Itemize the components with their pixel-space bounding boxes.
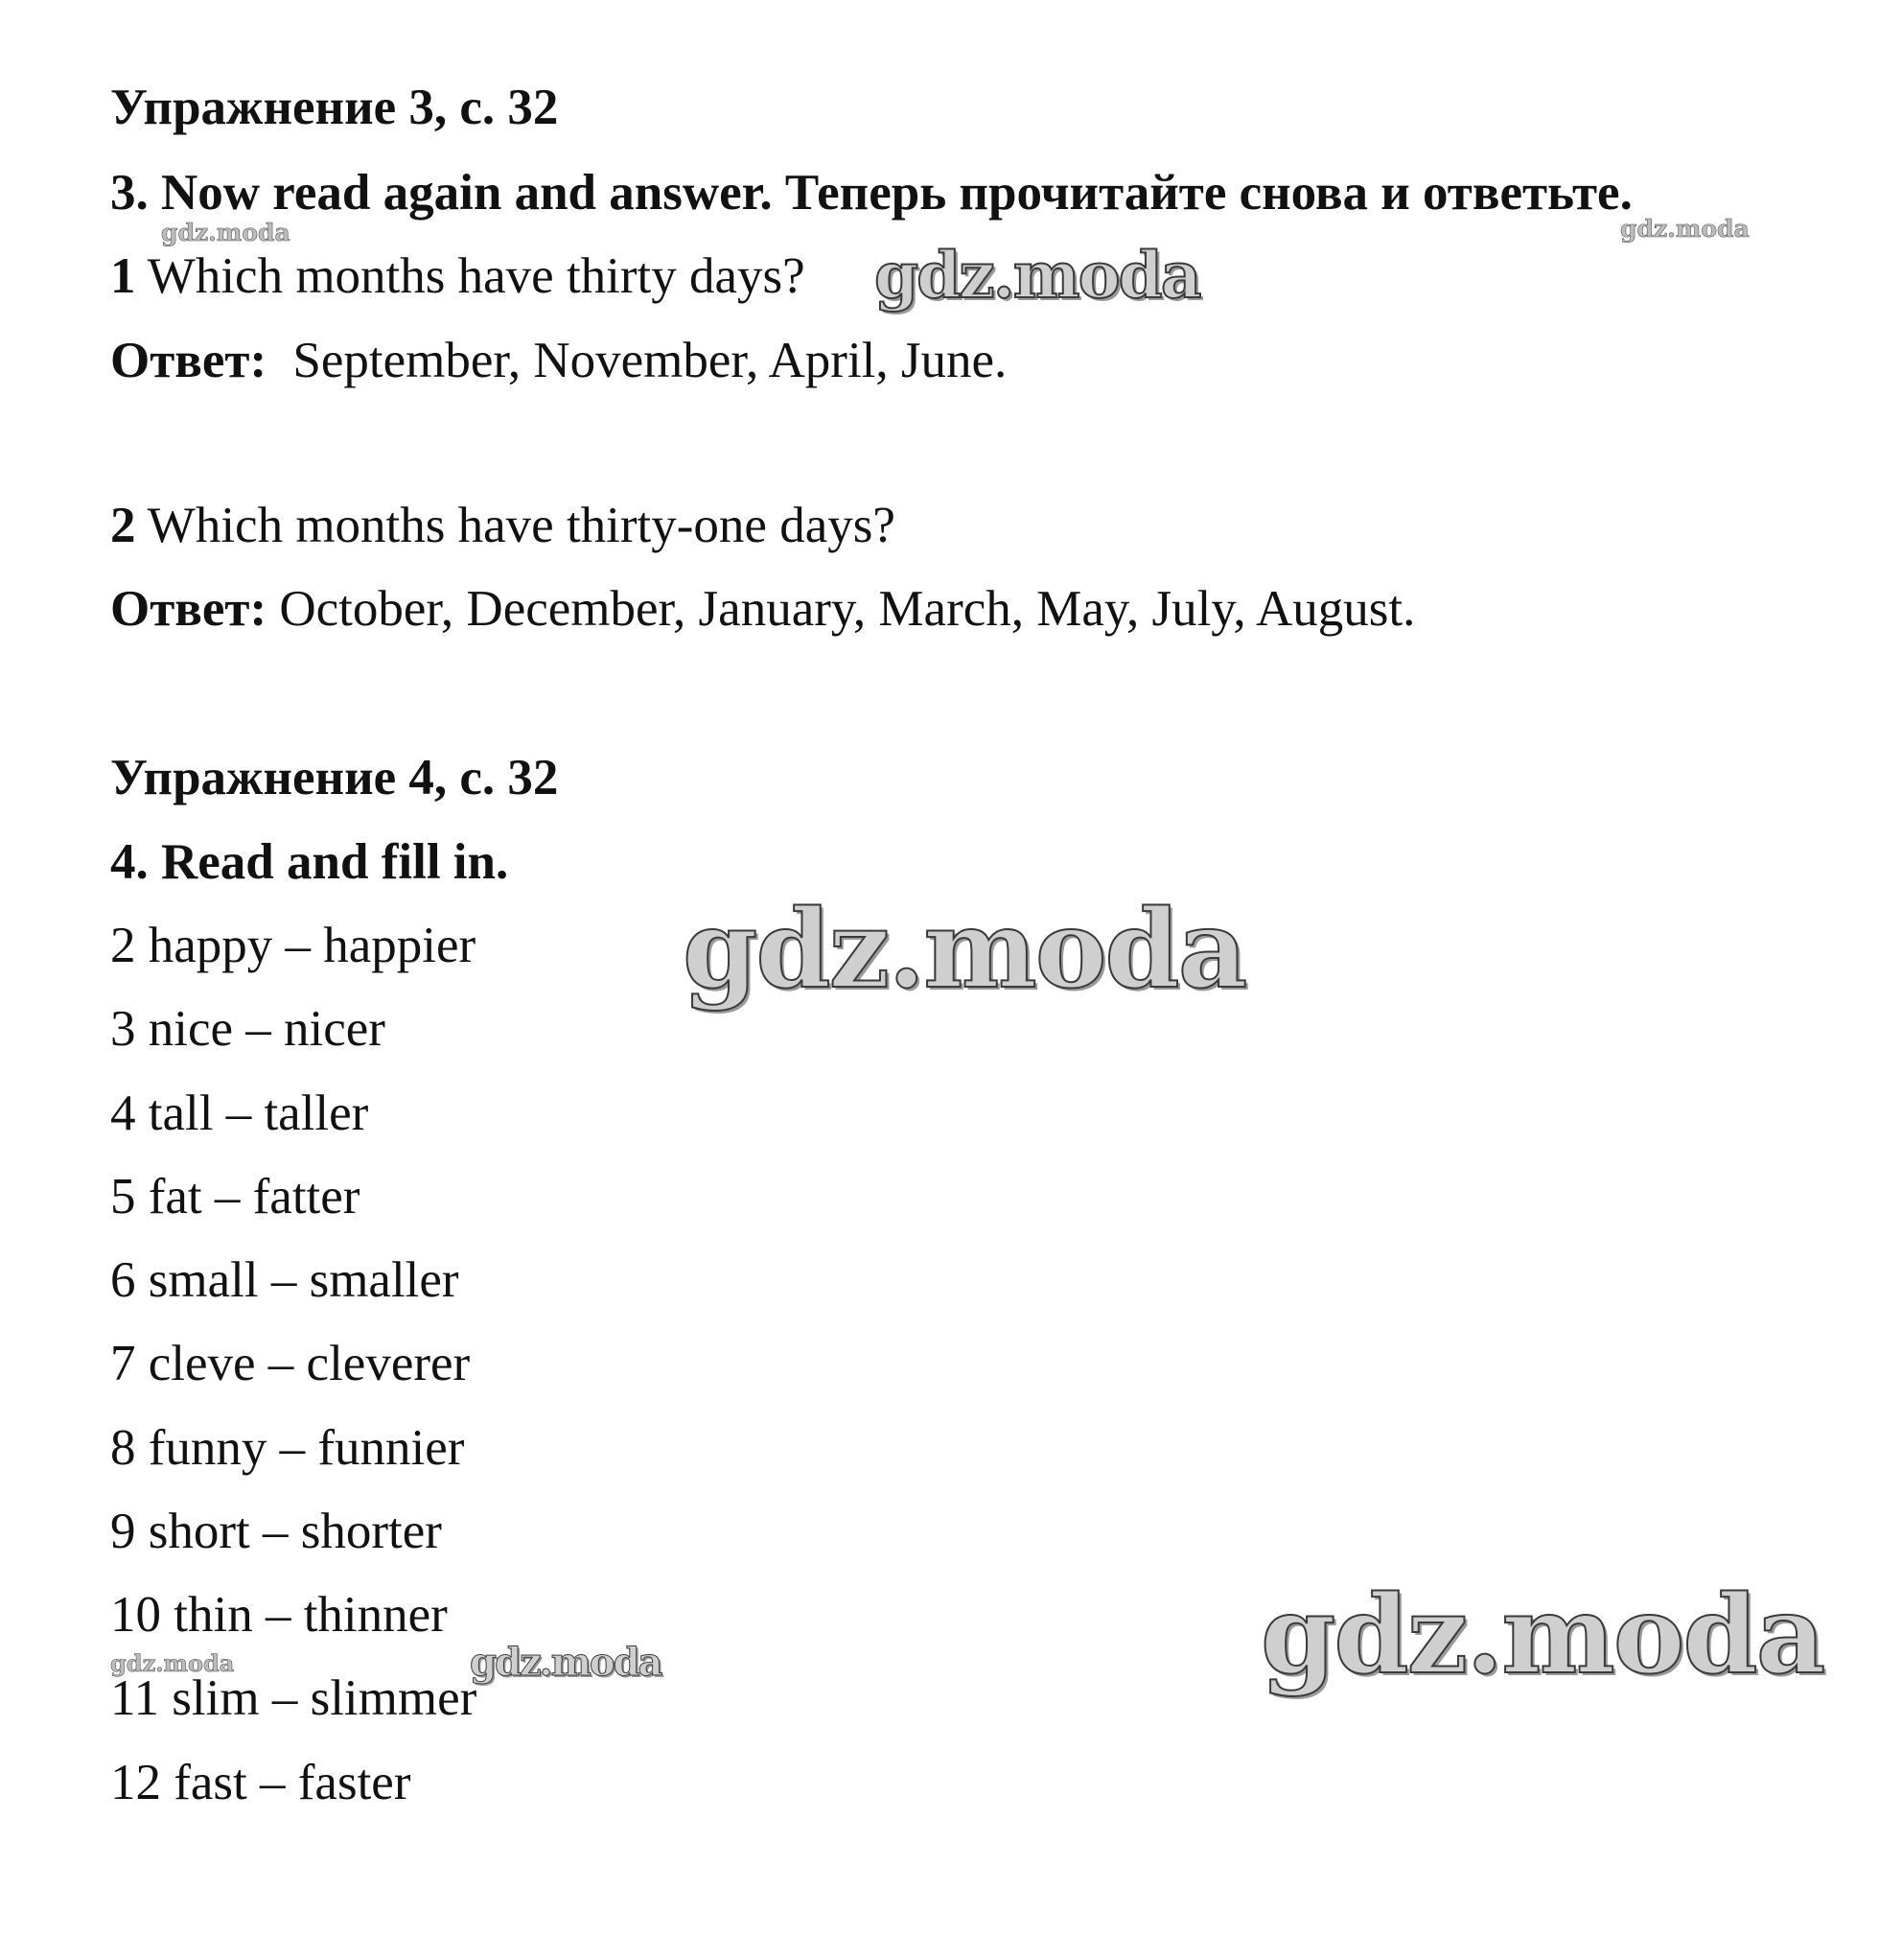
list-item: 10 thin – thinner — [110, 1587, 448, 1643]
watermark: gdz.moda — [110, 1649, 235, 1677]
list-item: 6 small – smaller — [110, 1252, 459, 1308]
list-item: 12 fast – faster — [110, 1755, 411, 1810]
list-item: 2 happy – happier — [110, 918, 476, 973]
question-2-text: Which months have thirty-one days? — [147, 498, 895, 553]
question-2 — [110, 497, 895, 554]
question-2-number: 2 — [110, 498, 136, 553]
list-item: 4 tall – taller — [110, 1085, 369, 1141]
watermark: gdz.moda — [1620, 215, 1750, 243]
exercise4-task: 4. Read and fill in. — [110, 834, 509, 890]
list-item: 9 short – shorter — [110, 1504, 442, 1559]
question-1-text: Which months have thirty days? — [147, 248, 805, 304]
list-item: 3 nice – nicer — [110, 1001, 385, 1057]
exercise3-task: 3. Now read again and answer. Теперь прочитайте снова и ответьте. — [110, 165, 1633, 221]
list-item: 5 fat – fatter — [110, 1169, 360, 1225]
question-1-number: 1 — [110, 248, 136, 304]
list-item: 7 cleve – cleverer — [110, 1336, 471, 1391]
answer-1 — [110, 332, 1007, 389]
watermark: gdz.moda — [683, 887, 1246, 1013]
exercise4-heading: Упражнение 4, с. 32 — [110, 750, 559, 805]
watermark: gdz.moda — [470, 1640, 661, 1685]
watermark: gdz.moda — [161, 219, 290, 246]
watermark: gdz.moda — [1261, 1573, 1824, 1698]
question-1 — [110, 247, 805, 305]
answer-2-label: Ответ: — [110, 581, 267, 637]
answer-2 — [110, 580, 1415, 638]
exercise3-heading: Упражнение 3, с. 32 — [110, 80, 559, 135]
list-item: 8 funny – funnier — [110, 1420, 465, 1476]
list-item: 11 slim – slimmer — [110, 1670, 477, 1726]
answer-2-text: October, December, January, March, May, July, August. — [279, 581, 1416, 637]
watermark: gdz.moda — [874, 238, 1200, 313]
answer-1-text: September, November, April, June. — [292, 333, 1008, 388]
answer-1-label: Ответ: — [110, 333, 267, 388]
